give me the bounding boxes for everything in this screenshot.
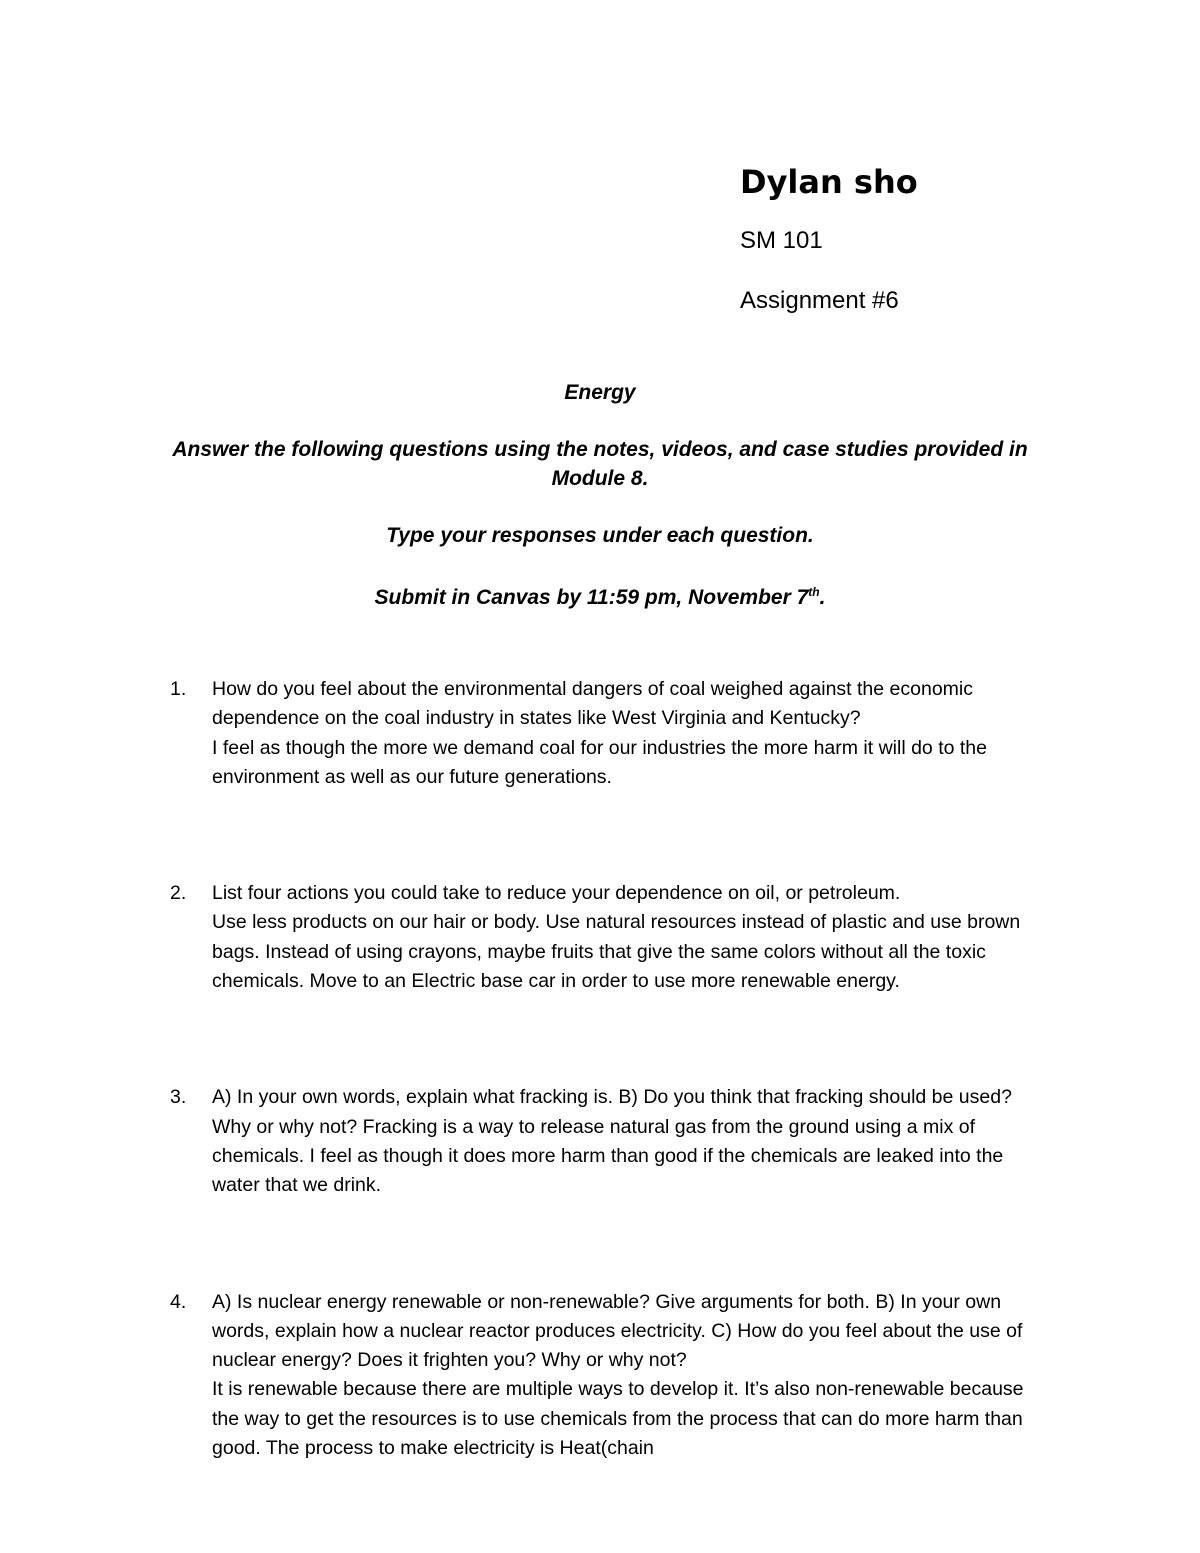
question-item [170,1083,1040,1200]
document-header [740,160,918,343]
due-date-text: Submit in Canvas by 11:59 pm, November 7 [374,586,809,609]
answer-text: Fracking is a way to release natural gas from the ground using a mix of chemicals. I feel as though it does more harm than good if the chemicals are leaked into the water that we drink. [212,1115,1004,1197]
question-number: 3. [170,1086,187,1109]
subject-title: Energy [564,381,636,404]
question-text: How do you feel about the environmental dangers of coal weighed against the economic dependence on the coal industry in states like West Virginia and Kentucky? [212,678,973,730]
due-date-superscript: th [808,585,820,599]
due-date-period: . [819,586,826,609]
instruction-text: Answer the following questions using the notes, videos, and case studies provided in Module 8. [172,438,1028,490]
question-text: A) In your own words, explain what fracking is. B) Do you think that fracking should be used? Why or why not? [212,1086,1012,1138]
question-text: List four actions you could take to reduce your dependence on oil, or petroleum. [212,882,901,905]
due-date [150,578,1050,612]
question-item [170,879,1040,996]
response-note: Type your responses under each question. [386,524,814,547]
question-list [170,675,1040,1550]
question-number: 1. [170,678,187,700]
question-text: A) Is nuclear energy renewable or non-renewable? Give arguments for both. B) In your own words, explain how a nuclear reactor produces electricity. C) How do you feel about the use of nuclear energy? Does it frighten you? Why or why not? [212,1290,1023,1372]
question-item [170,1288,1040,1464]
answer-text: Use less products on our hair or body. Use natural resources instead of plastic and use brown bags. Instead of using crayons, maybe fruits that give the same colors without all the toxic chemicals. Move to an Electric base car in order to use more renewable energy. [212,911,1021,993]
assignment-title: Assignment #6 [740,287,899,314]
course-code: SM 101 [740,227,823,254]
answer-text: I feel as though the more we demand coal for our industries the more harm it will do to the environment as well as our future generations. [212,736,987,788]
question-number: 4. [170,1290,187,1313]
student-name: Dylan sho [740,163,918,201]
answer-text: It is renewable because there are multiple ways to develop it. It’s also non-renewable because the way to get the resources is to use chemicals from the process that can do more harm than good. The process to make electricity is Heat(chain [212,1378,1024,1460]
question-number: 2. [170,882,187,905]
assignment-instructions [150,378,1050,640]
question-item [170,675,1040,792]
